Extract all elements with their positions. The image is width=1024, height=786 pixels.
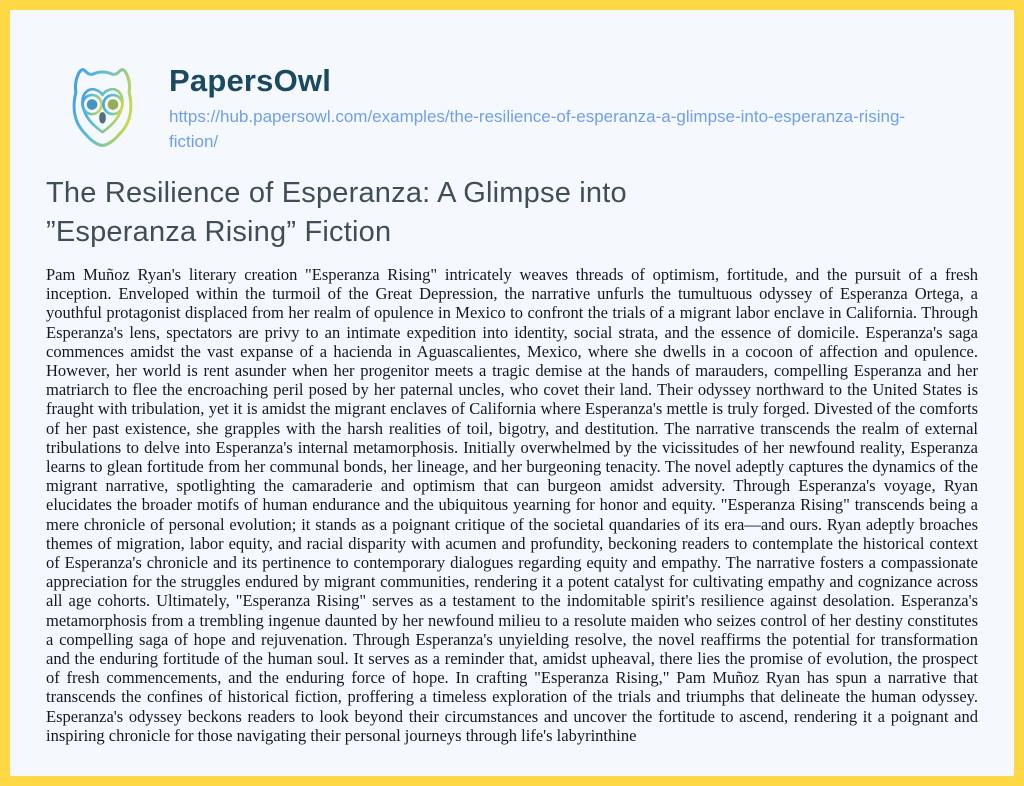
article-url-link[interactable]: https://hub.papersowl.com/examples/the-resilience-of-esperanza-a-glimpse-into-esperanza-rising-fiction/ (169, 107, 906, 151)
article-title-line2: ”Esperanza Rising” Fiction (46, 215, 392, 248)
papersowl-owl-logo-icon (55, 58, 150, 153)
page-frame (10, 10, 1014, 776)
brand-name: PapersOwl (169, 63, 332, 98)
site-header (55, 58, 1014, 154)
article-title-line1: The Resilience of Esperanza: A Glimpse into (46, 177, 627, 209)
brand-block (169, 58, 951, 154)
article-body-text: Pam Muñoz Ryan's literary creation "Esperanza Rising" intricately weaves threads of optimism, fortitude, and the pursuit of a fresh inception. Enveloped within the turmoil of the Great Depression, the narrative unfurls the tumultuous odyssey of Esperanza Ortega, a youthful protagonist displaced from her realm of opulence in Mexico to confront the trials of a migrant labor enclave in California. Through Esperanza's lens, spectators are privy to an intimate expedition into identity, social strata, and the essence of domicile. Esperanza's saga commences amidst the vast expanse of a hacienda in Aguascalientes, Mexico, where she dwells in a cocoon of affection and opulence. However, her world is rent asunder when her progenitor meets a tragic demise at the hands of marauders, compelling Esperanza and her matriarch to flee the encroaching peril posed by her paternal uncles, who covet their land. Their odyssey northward to the United States is fraught with tribulation, yet it is amidst the migrant enclaves of California where Esperanza's mettle is truly forged. Divested of the comforts of her past existence, she grapples with the harsh realities of toil, bigotry, and destitution. The narrative transcends the realm of external tribulations to delve into Esperanza's internal metamorphosis. Initially overwhelmed by the vicissitudes of her newfound reality, Esperanza learns to glean fortitude from her communal bonds, her lineage, and her burgeoning tenacity. The novel adeptly captures the dynamics of the migrant narrative, spotlighting the camaraderie and optimism that can burgeon amidst adversity. Through Esperanza's voyage, Ryan elucidates the broader motifs of human endurance and the ubiquitous yearning for honor and equity. "Esperanza Rising" transcends being a mere chronicle of personal evolution; it stands as a poignant critique of the societal quandaries of its era—and ours. Ryan adeptly broaches themes of migration, labor equity, and racial disparity with acumen and profundity, beckoning readers to contemplate the historical context of Esperanza's chronicle and its pertinence to contemporary dialogues regarding equity and empathy. The narrative fosters a compassionate appreciation for the struggles endured by migrant communities, rendering it a potent catalyst for cultivating empathy and cognizance across all age cohorts. Ultimately, "Esperanza Rising" serves as a testament to the indomitable spirit's resilience against desolation. Esperanza's metamorphosis from a trembling ingenue daunted by her newfound milieu to a resolute maiden who seizes control of her destiny constitutes a compelling saga of hope and rejuvenation. Through Esperanza's unyielding resolve, the novel reaffirms the potential for transformation and the enduring fortitude of the human soul. It serves as a reminder that, amidst upheaval, there lies the promise of evolution, the prospect of fresh commencements, and the enduring force of hope. In crafting "Esperanza Rising," Pam Muñoz Ryan has spun a narrative that transcends the confines of historical fiction, proffering a timeless exploration of the trials and triumphs that delineate the human odyssey. Esperanza's odyssey beckons readers to look beyond their circumstances and uncover the fortitude to ascend, rendering it a poignant and inspiring chronicle for those navigating their personal journeys through life's labyrinthine (46, 265, 978, 745)
article-title (46, 174, 978, 251)
